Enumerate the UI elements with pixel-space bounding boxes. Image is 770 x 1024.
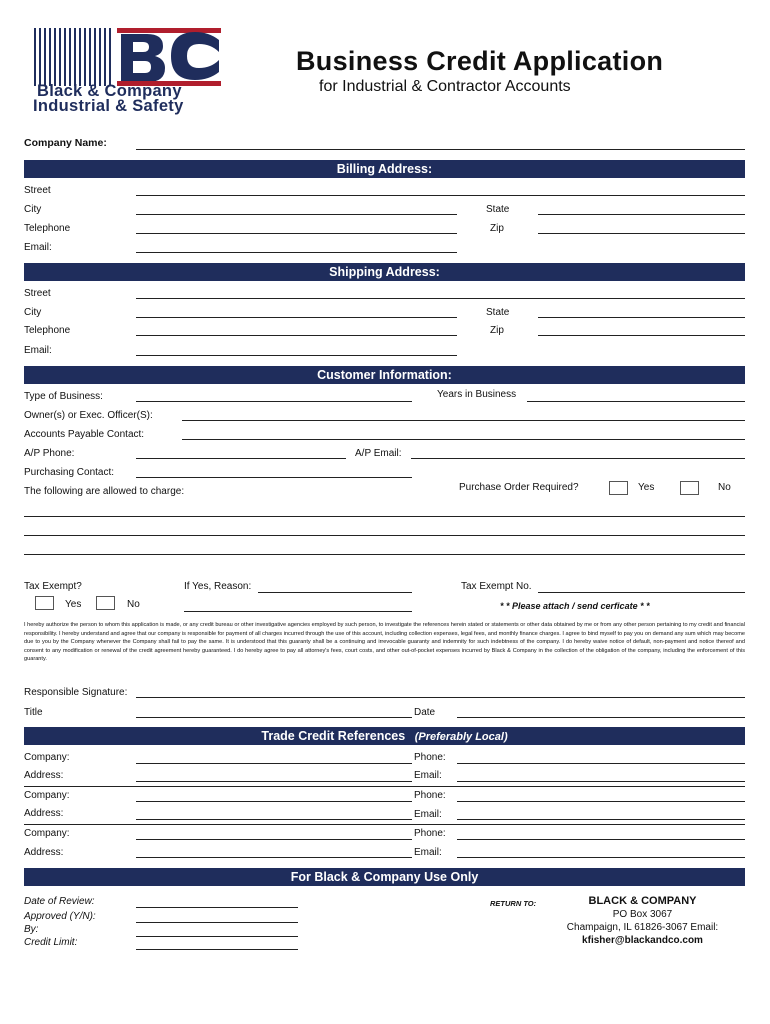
billing-telephone-field[interactable]: [136, 233, 457, 234]
shipping-street-field[interactable]: [136, 298, 745, 299]
tax-exempt-no-label: No: [127, 599, 140, 610]
company-logo: [33, 26, 223, 114]
ap-phone-field[interactable]: [136, 458, 346, 459]
authorization-text: I hereby authorize the person to whom this application is made, or any credit bureau or other investigative agencies employed by such person, to investigate the references herein stated or statements or other data obtained by me or from any other person pertaining to my credit and financial responsibility. I hereby understand and agree that our company is responsible for payment of all charges incurred through the use of this account, including collection expenses, legal fees, and monthly finance charges. I agree to bind myself to pay you on demand any sum which may become due to you by the Company whenever the Company shall fail to pay the same. It is understood that this guaranty shall be a continuing and irrevocable guaranty and indemnity for such indebtness of the company. I do hereby waive notice of default, non-payment and notice thereof and consent to any modification or renewal of the credit agreement hereby guaranteed. I do hereby agree to pay all attorney's fees, court costs, and other out-of-pocket expenses incurred by Black & Company in the collection of the obligation of the company, including the enforcement of this guaranty.: [24, 622, 745, 663]
type-of-business-field[interactable]: [136, 401, 412, 402]
tax-exempt-yes-label: Yes: [65, 599, 82, 610]
po-required-no-checkbox[interactable]: [680, 481, 699, 495]
billing-address-header: Billing Address:: [24, 160, 745, 178]
responsible-signature-label: Responsible Signature:: [24, 687, 128, 698]
allowed-to-charge-label: The following are allowed to charge:: [24, 486, 185, 497]
return-to-label: RETURN TO:: [490, 899, 537, 908]
billing-zip-label: Zip: [490, 223, 504, 234]
return-company-name: BLACK & COMPANY: [588, 895, 697, 907]
return-email[interactable]: kfisher@blackandco.com: [582, 935, 703, 946]
billing-state-label: State: [486, 204, 510, 215]
shipping-email-field[interactable]: [136, 355, 457, 356]
ref1-company-field[interactable]: [136, 763, 412, 764]
ref3-company-label: Company:: [24, 828, 70, 839]
po-required-label: Purchase Order Required?: [459, 482, 579, 493]
po-required-no-label: No: [718, 482, 731, 493]
approved-field[interactable]: [136, 922, 298, 923]
shipping-zip-field[interactable]: [538, 335, 745, 336]
ap-email-field[interactable]: [411, 458, 745, 459]
owners-field[interactable]: [182, 420, 745, 421]
years-in-business-field[interactable]: [527, 401, 745, 402]
shipping-telephone-label: Telephone: [24, 325, 71, 336]
responsible-signature-field[interactable]: [136, 697, 745, 698]
billing-city-label: City: [24, 204, 42, 215]
date-field[interactable]: [457, 717, 745, 718]
ref2-email-label: Email:: [414, 809, 442, 820]
owners-label: Owner(s) or Exec. Officer(S):: [24, 410, 153, 421]
ap-phone-label: A/P Phone:: [24, 448, 75, 459]
customer-information-header: Customer Information:: [24, 366, 745, 384]
ref3-email-label: Email:: [414, 847, 442, 858]
allowed-to-charge-line-1[interactable]: [24, 516, 745, 517]
ref3-email-field[interactable]: [457, 857, 745, 858]
shipping-city-field[interactable]: [136, 317, 457, 318]
years-in-business-label: Years in Business: [437, 389, 517, 400]
company-name-field[interactable]: [136, 149, 745, 150]
ref2-company-label: Company:: [24, 790, 70, 801]
by-label: By:: [24, 924, 39, 935]
ref1-phone-field[interactable]: [457, 763, 745, 764]
return-po-box: PO Box 3067: [612, 909, 673, 920]
ap-email-label: A/P Email:: [355, 448, 402, 459]
date-of-review-label: Date of Review:: [24, 896, 95, 907]
return-city-line: Champaign, IL 61826-3067 Email:: [566, 922, 719, 933]
page-title: Business Credit Application: [296, 46, 664, 76]
company-name-label: Company Name:: [24, 137, 107, 149]
tax-exempt-label: Tax Exempt?: [24, 581, 82, 592]
ap-contact-label: Accounts Payable Contact:: [24, 429, 145, 440]
po-required-yes-checkbox[interactable]: [609, 481, 628, 495]
credit-limit-label: Credit Limit:: [24, 937, 78, 948]
return-address-block: [540, 895, 745, 947]
tax-exempt-no-label-text: Tax Exempt No.: [461, 581, 532, 592]
logo-line-1: Black & Company: [37, 82, 182, 100]
date-label: Date: [414, 707, 436, 718]
po-required-yes-label: Yes: [638, 482, 655, 493]
title-field[interactable]: [136, 717, 412, 718]
by-field[interactable]: [136, 936, 298, 937]
shipping-state-field[interactable]: [538, 317, 745, 318]
ref2-address-field[interactable]: [136, 819, 412, 820]
ref2-address-label: Address:: [24, 808, 64, 819]
shipping-state-label: State: [486, 307, 510, 318]
tax-exempt-number-field[interactable]: [538, 592, 745, 593]
ref1-address-label: Address:: [24, 770, 64, 781]
allowed-to-charge-line-3[interactable]: [24, 554, 745, 555]
tax-exempt-no-checkbox[interactable]: [96, 596, 115, 610]
allowed-to-charge-line-2[interactable]: [24, 535, 745, 536]
shipping-city-label: City: [24, 307, 42, 318]
if-yes-reason-field-2[interactable]: [184, 611, 412, 612]
logo-line-2: Industrial & Safety: [33, 97, 184, 115]
trade-references-header: [24, 727, 745, 745]
shipping-email-label: Email:: [24, 345, 52, 356]
ref3-phone-field[interactable]: [457, 839, 745, 840]
credit-limit-field[interactable]: [136, 949, 298, 950]
billing-state-field[interactable]: [538, 214, 745, 215]
trade-references-note: (Preferably Local): [414, 731, 508, 743]
shipping-telephone-field[interactable]: [136, 335, 457, 336]
ref2-email-field[interactable]: [457, 819, 745, 820]
please-attach-note: * * Please attach / send cerficate * *: [500, 601, 650, 611]
ref1-email-label: Email:: [414, 770, 442, 781]
ref3-address-field[interactable]: [136, 857, 412, 858]
ref2-company-field[interactable]: [136, 801, 412, 802]
billing-email-label: Email:: [24, 242, 52, 253]
shipping-address-header: Shipping Address:: [24, 263, 745, 281]
billing-telephone-label: Telephone: [24, 223, 71, 234]
ref3-company-field[interactable]: [136, 839, 412, 840]
ref3-phone-label: Phone:: [414, 828, 446, 839]
ref3-address-label: Address:: [24, 847, 64, 858]
ref2-phone-label: Phone:: [414, 790, 446, 801]
billing-zip-field[interactable]: [538, 233, 745, 234]
shipping-zip-label: Zip: [490, 325, 504, 336]
trade-references-title: Trade Credit References: [261, 729, 406, 743]
if-yes-reason-label: If Yes, Reason:: [184, 581, 252, 592]
if-yes-reason-field[interactable]: [258, 592, 412, 593]
page-subtitle: for Industrial & Contractor Accounts: [319, 78, 571, 95]
ref-divider-2: [24, 824, 745, 825]
ref1-email-field[interactable]: [457, 781, 745, 782]
office-use-header: For Black & Company Use Only: [24, 868, 745, 886]
ref-divider-1: [24, 786, 745, 787]
shipping-street-label: Street: [24, 288, 51, 299]
ref1-address-field[interactable]: [136, 781, 412, 782]
approved-label: Approved (Y/N):: [24, 911, 96, 922]
purchasing-contact-field[interactable]: [136, 477, 412, 478]
ref2-phone-field[interactable]: [457, 801, 745, 802]
billing-street-field[interactable]: [136, 195, 745, 196]
logo-monogram-graphic: [33, 26, 223, 88]
ap-contact-field[interactable]: [182, 439, 745, 440]
date-of-review-field[interactable]: [136, 907, 298, 908]
purchasing-contact-label: Purchasing Contact:: [24, 467, 115, 478]
type-of-business-label: Type of Business:: [24, 391, 103, 402]
title-label: Title: [24, 707, 43, 718]
billing-email-field[interactable]: [136, 252, 457, 253]
ref1-phone-label: Phone:: [414, 752, 446, 763]
billing-city-field[interactable]: [136, 214, 457, 215]
ref1-company-label: Company:: [24, 752, 70, 763]
billing-street-label: Street: [24, 185, 51, 196]
tax-exempt-yes-checkbox[interactable]: [35, 596, 54, 610]
